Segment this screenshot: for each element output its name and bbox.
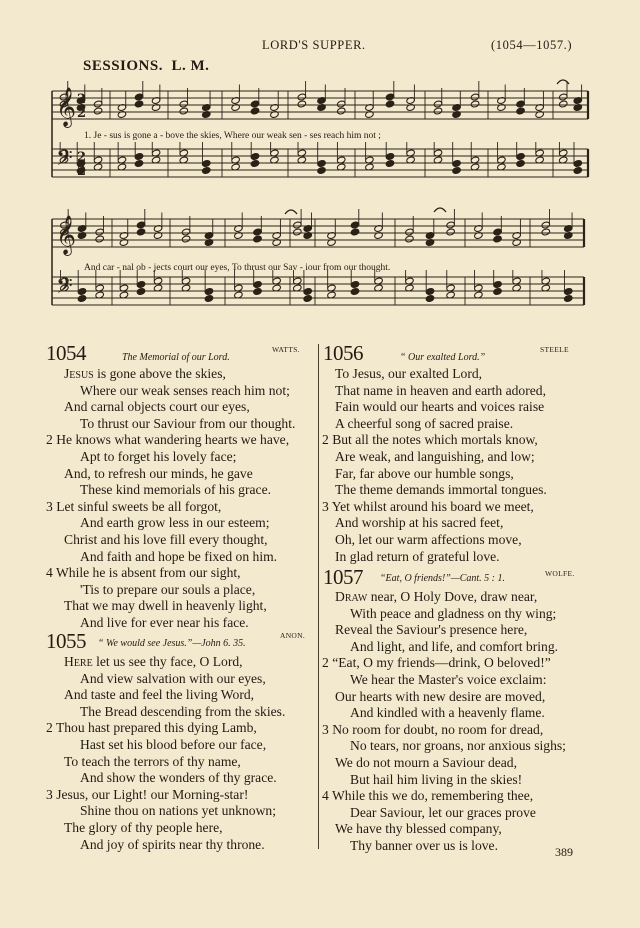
note-head bbox=[405, 228, 414, 236]
running-title: LORD'S SUPPER. bbox=[262, 38, 366, 52]
hymn-author-1054: WATTS. bbox=[272, 345, 300, 354]
hymn-line: But hail him living in the skies! bbox=[350, 771, 523, 787]
note-head bbox=[202, 167, 211, 175]
hymn-line: Reveal the Saviour's presence here, bbox=[335, 622, 528, 638]
hymn-line: That we may dwell in heavenly light, bbox=[64, 598, 267, 614]
bass-clef-icon: 𝄢 bbox=[56, 146, 73, 176]
note-head bbox=[134, 93, 143, 101]
hymn-line: And earth grow less in our esteem; bbox=[80, 515, 270, 531]
note-head bbox=[452, 167, 461, 175]
music-score bbox=[0, 0, 640, 340]
note-head bbox=[136, 281, 145, 289]
note-head bbox=[250, 100, 259, 108]
note-head bbox=[303, 288, 312, 296]
note-head bbox=[350, 221, 359, 229]
hymn-line: 2 Thou hast prepared this dying Lamb, bbox=[46, 720, 257, 736]
hymn-line: And, to refresh our minds, he gave bbox=[64, 465, 253, 481]
note-head bbox=[446, 228, 455, 236]
hymn-number-1057: 1057 bbox=[323, 565, 363, 589]
hymn-line-rest: let us see thy face, O Lord, bbox=[92, 654, 243, 669]
fermata-icon bbox=[285, 210, 297, 214]
hymn-line: The Bread descending from the skies. bbox=[80, 703, 286, 719]
note-head bbox=[204, 288, 213, 296]
note-head bbox=[77, 295, 86, 303]
note-head bbox=[204, 295, 213, 303]
note-head bbox=[350, 281, 359, 289]
hymn-line: And joy of spirits near thy throne. bbox=[80, 836, 265, 852]
note-head bbox=[297, 100, 306, 108]
hymn-author-1056: STEELE bbox=[540, 345, 569, 354]
lyric-line-1: 1. Je - sus is gone a - bove the skies, Where our weak sen - ses reach him not ; bbox=[84, 131, 381, 141]
note-head bbox=[95, 235, 104, 243]
note-head bbox=[425, 288, 434, 296]
hymn-number-1056: 1056 bbox=[323, 341, 363, 365]
hymn-line: And worship at his sacred feet, bbox=[335, 515, 504, 531]
hymn-line: That name in heaven and earth adored, bbox=[335, 382, 546, 398]
hymn-number-1055: 1055 bbox=[46, 629, 86, 653]
hymn-subtitle-1055: “ We would see Jesus.”—John 6. 35. bbox=[98, 638, 246, 649]
note-head bbox=[202, 160, 211, 168]
hymn-subtitle-1057: “Eat, O friends!”—Cant. 5 : 1. bbox=[380, 573, 506, 584]
note-head bbox=[446, 221, 455, 229]
bass-clef-icon: 𝄢 bbox=[56, 274, 73, 304]
hymn-line: And taste and feel the living Word, bbox=[64, 687, 255, 703]
hymn-line: The theme demands immortal tongues. bbox=[335, 482, 547, 498]
note-head bbox=[317, 160, 326, 168]
hymn-line: With peace and gladness on thy wing; bbox=[350, 605, 557, 621]
note-head bbox=[493, 288, 502, 296]
hymn-line-rest: is gone above the skies, bbox=[93, 366, 226, 381]
hymn-line: 2 He knows what wandering hearts we have, bbox=[46, 432, 290, 448]
hymn-line: 2 “Eat, O my friends—drink, O beloved!” bbox=[322, 655, 551, 671]
hymn-line: 3 Jesus, our Light! our Morning-star! bbox=[46, 786, 249, 802]
hymn-line: And live for ever near his face. bbox=[80, 615, 249, 630]
note-head bbox=[253, 235, 262, 243]
hymn-line: 'Tis to prepare our souls a place, bbox=[80, 581, 256, 597]
note-head bbox=[134, 100, 143, 108]
note-head bbox=[179, 107, 188, 115]
note-head bbox=[136, 221, 145, 229]
note-head bbox=[250, 153, 259, 161]
note-head bbox=[385, 100, 394, 108]
note-head bbox=[433, 100, 442, 108]
hymn-line: We have thy blessed company, bbox=[335, 821, 502, 837]
hymn-line: The glory of thy people here, bbox=[64, 820, 223, 835]
note-head bbox=[253, 228, 262, 236]
note-head bbox=[181, 235, 190, 243]
hymn-line: These kind memorials of his grace. bbox=[80, 482, 272, 498]
hymn-line: In glad return of grateful love. bbox=[335, 548, 500, 564]
time-signature: 2 bbox=[77, 150, 87, 165]
note-head bbox=[516, 160, 525, 168]
hymn-first-word: Draw bbox=[335, 589, 368, 604]
note-head bbox=[293, 221, 302, 229]
note-head bbox=[433, 107, 442, 115]
note-head bbox=[134, 153, 143, 161]
hymn-line: Apt to forget his lovely face; bbox=[80, 449, 237, 464]
hymn-line: And view salvation with our eyes, bbox=[80, 670, 266, 686]
note-head bbox=[470, 93, 479, 101]
hymn-line: Fain would our hearts and voices raise bbox=[335, 399, 545, 415]
note-head bbox=[516, 100, 525, 108]
fermata-icon bbox=[434, 208, 446, 212]
hymn-line: To teach the terrors of thy name, bbox=[64, 753, 241, 769]
time-signature: 2 bbox=[77, 106, 87, 121]
note-head bbox=[425, 295, 434, 303]
note-head bbox=[493, 228, 502, 236]
hymn-author-1055: ANON. bbox=[280, 631, 306, 640]
hymn-line: To Jesus, our exalted Lord, bbox=[335, 366, 483, 381]
hymn-line: Christ and his love fill every thought, bbox=[64, 532, 268, 547]
note-head bbox=[136, 228, 145, 236]
hymn-line: We hear the Master's voice exclaim: bbox=[350, 672, 547, 687]
note-head bbox=[253, 281, 262, 289]
note-head bbox=[385, 153, 394, 161]
column-divider bbox=[318, 344, 319, 849]
hymn-number-1054: 1054 bbox=[46, 341, 86, 365]
note-head bbox=[573, 167, 582, 175]
hymn-line: 4 While he is absent from our sight, bbox=[46, 565, 241, 581]
note-head bbox=[93, 107, 102, 115]
note-head bbox=[385, 93, 394, 101]
time-signature: 2 bbox=[77, 164, 87, 179]
page-number: 389 bbox=[555, 845, 573, 859]
hymn-line bbox=[335, 589, 537, 606]
note-head bbox=[181, 228, 190, 236]
note-head bbox=[253, 288, 262, 296]
note-head bbox=[179, 100, 188, 108]
hymn-line: 3 Let sinful sweets be all forgot, bbox=[46, 498, 222, 514]
note-head bbox=[541, 228, 550, 236]
note-head bbox=[317, 167, 326, 175]
treble-clef-icon: 𝄞 bbox=[56, 87, 77, 127]
note-head bbox=[541, 221, 550, 229]
hymn-line: We do not mourn a Saviour dead, bbox=[335, 755, 518, 770]
hymn-line: 3 No room for doubt, no room for dread, bbox=[322, 721, 544, 737]
note-head bbox=[493, 235, 502, 243]
note-head bbox=[303, 295, 312, 303]
hymn-line: And kindled with a heavenly flame. bbox=[350, 705, 545, 721]
note-head bbox=[350, 288, 359, 296]
note-head bbox=[297, 93, 306, 101]
note-head bbox=[77, 288, 86, 296]
hymn-line: No tears, nor groans, nor anxious sighs; bbox=[350, 738, 566, 754]
hymn-line: Shine thou on nations yet unknown; bbox=[80, 803, 276, 819]
note-head bbox=[493, 281, 502, 289]
note-head bbox=[516, 107, 525, 115]
note-head bbox=[516, 153, 525, 161]
hymn-line: Are weak, and languishing, and low; bbox=[335, 449, 535, 464]
hymn-range: (1054—1057.) bbox=[491, 38, 573, 52]
hymn-line bbox=[64, 654, 243, 671]
note-head bbox=[95, 228, 104, 236]
hymn-line: Where our weak senses reach him not; bbox=[80, 382, 290, 398]
hymn-line: 3 Yet whilst around his board we meet, bbox=[322, 498, 534, 514]
note-head bbox=[350, 228, 359, 236]
hymn-line: Thy banner over us is love. bbox=[350, 838, 498, 853]
tune-name: SESSIONS. bbox=[83, 58, 163, 74]
hymn-line: 4 While this we do, remembering thee, bbox=[322, 788, 534, 804]
treble-clef-icon: 𝄞 bbox=[56, 215, 77, 255]
hymn-line: 2 But all the notes which mortals know, bbox=[322, 432, 538, 448]
note-head bbox=[470, 100, 479, 108]
note-head bbox=[405, 235, 414, 243]
note-head bbox=[564, 295, 573, 303]
hymn-first-word: Jesus bbox=[64, 366, 94, 381]
tune-meter: L. M. bbox=[171, 58, 210, 74]
time-signature: 2 bbox=[77, 92, 87, 107]
note-head bbox=[573, 160, 582, 168]
hymn-line: And carnal objects court our eyes, bbox=[64, 399, 250, 415]
note-head bbox=[293, 228, 302, 236]
note-head bbox=[136, 288, 145, 296]
note-head bbox=[336, 107, 345, 115]
hymn-line: Far, far above our humble songs, bbox=[335, 465, 514, 481]
note-head bbox=[336, 100, 345, 108]
hymn-line: And light, and life, and comfort bring. bbox=[350, 638, 559, 654]
note-head bbox=[134, 160, 143, 168]
note-head bbox=[558, 93, 567, 101]
hymn-line: Oh, let our warm affections move, bbox=[335, 532, 522, 547]
hymn-line: And show the wonders of thy grace. bbox=[80, 770, 277, 786]
hymn-line: A cheerful song of sacred praise. bbox=[335, 415, 514, 431]
hymn-subtitle-1056: “ Our exalted Lord.” bbox=[400, 352, 486, 363]
hymn-first-word: Here bbox=[64, 654, 93, 669]
note-head bbox=[385, 160, 394, 168]
note-head bbox=[250, 107, 259, 115]
hymn-subtitle-1054: The Memorial of our Lord. bbox=[122, 352, 230, 363]
note-head bbox=[93, 100, 102, 108]
note-head bbox=[250, 160, 259, 168]
lyric-line-2: And car - nal ob - jects court our eyes, To thrust our Sav - iour from our thought. bbox=[84, 263, 391, 273]
hymn-author-1057: WOLFE. bbox=[545, 569, 575, 578]
hymn-line: Our hearts with new desire are moved, bbox=[335, 688, 546, 704]
note-head bbox=[452, 160, 461, 168]
note-head bbox=[564, 288, 573, 296]
hymn-line bbox=[64, 366, 226, 383]
hymn-line: Hast set his blood before our face, bbox=[80, 737, 267, 752]
hymn-line: And faith and hope be fixed on him. bbox=[80, 548, 278, 564]
hymn-line: To thrust our Saviour from our thought. bbox=[80, 415, 296, 431]
note-head bbox=[558, 100, 567, 108]
hymn-line: Dear Saviour, let our graces prove bbox=[350, 804, 536, 820]
hymn-line-rest: near, O Holy Dove, draw near, bbox=[367, 589, 538, 604]
